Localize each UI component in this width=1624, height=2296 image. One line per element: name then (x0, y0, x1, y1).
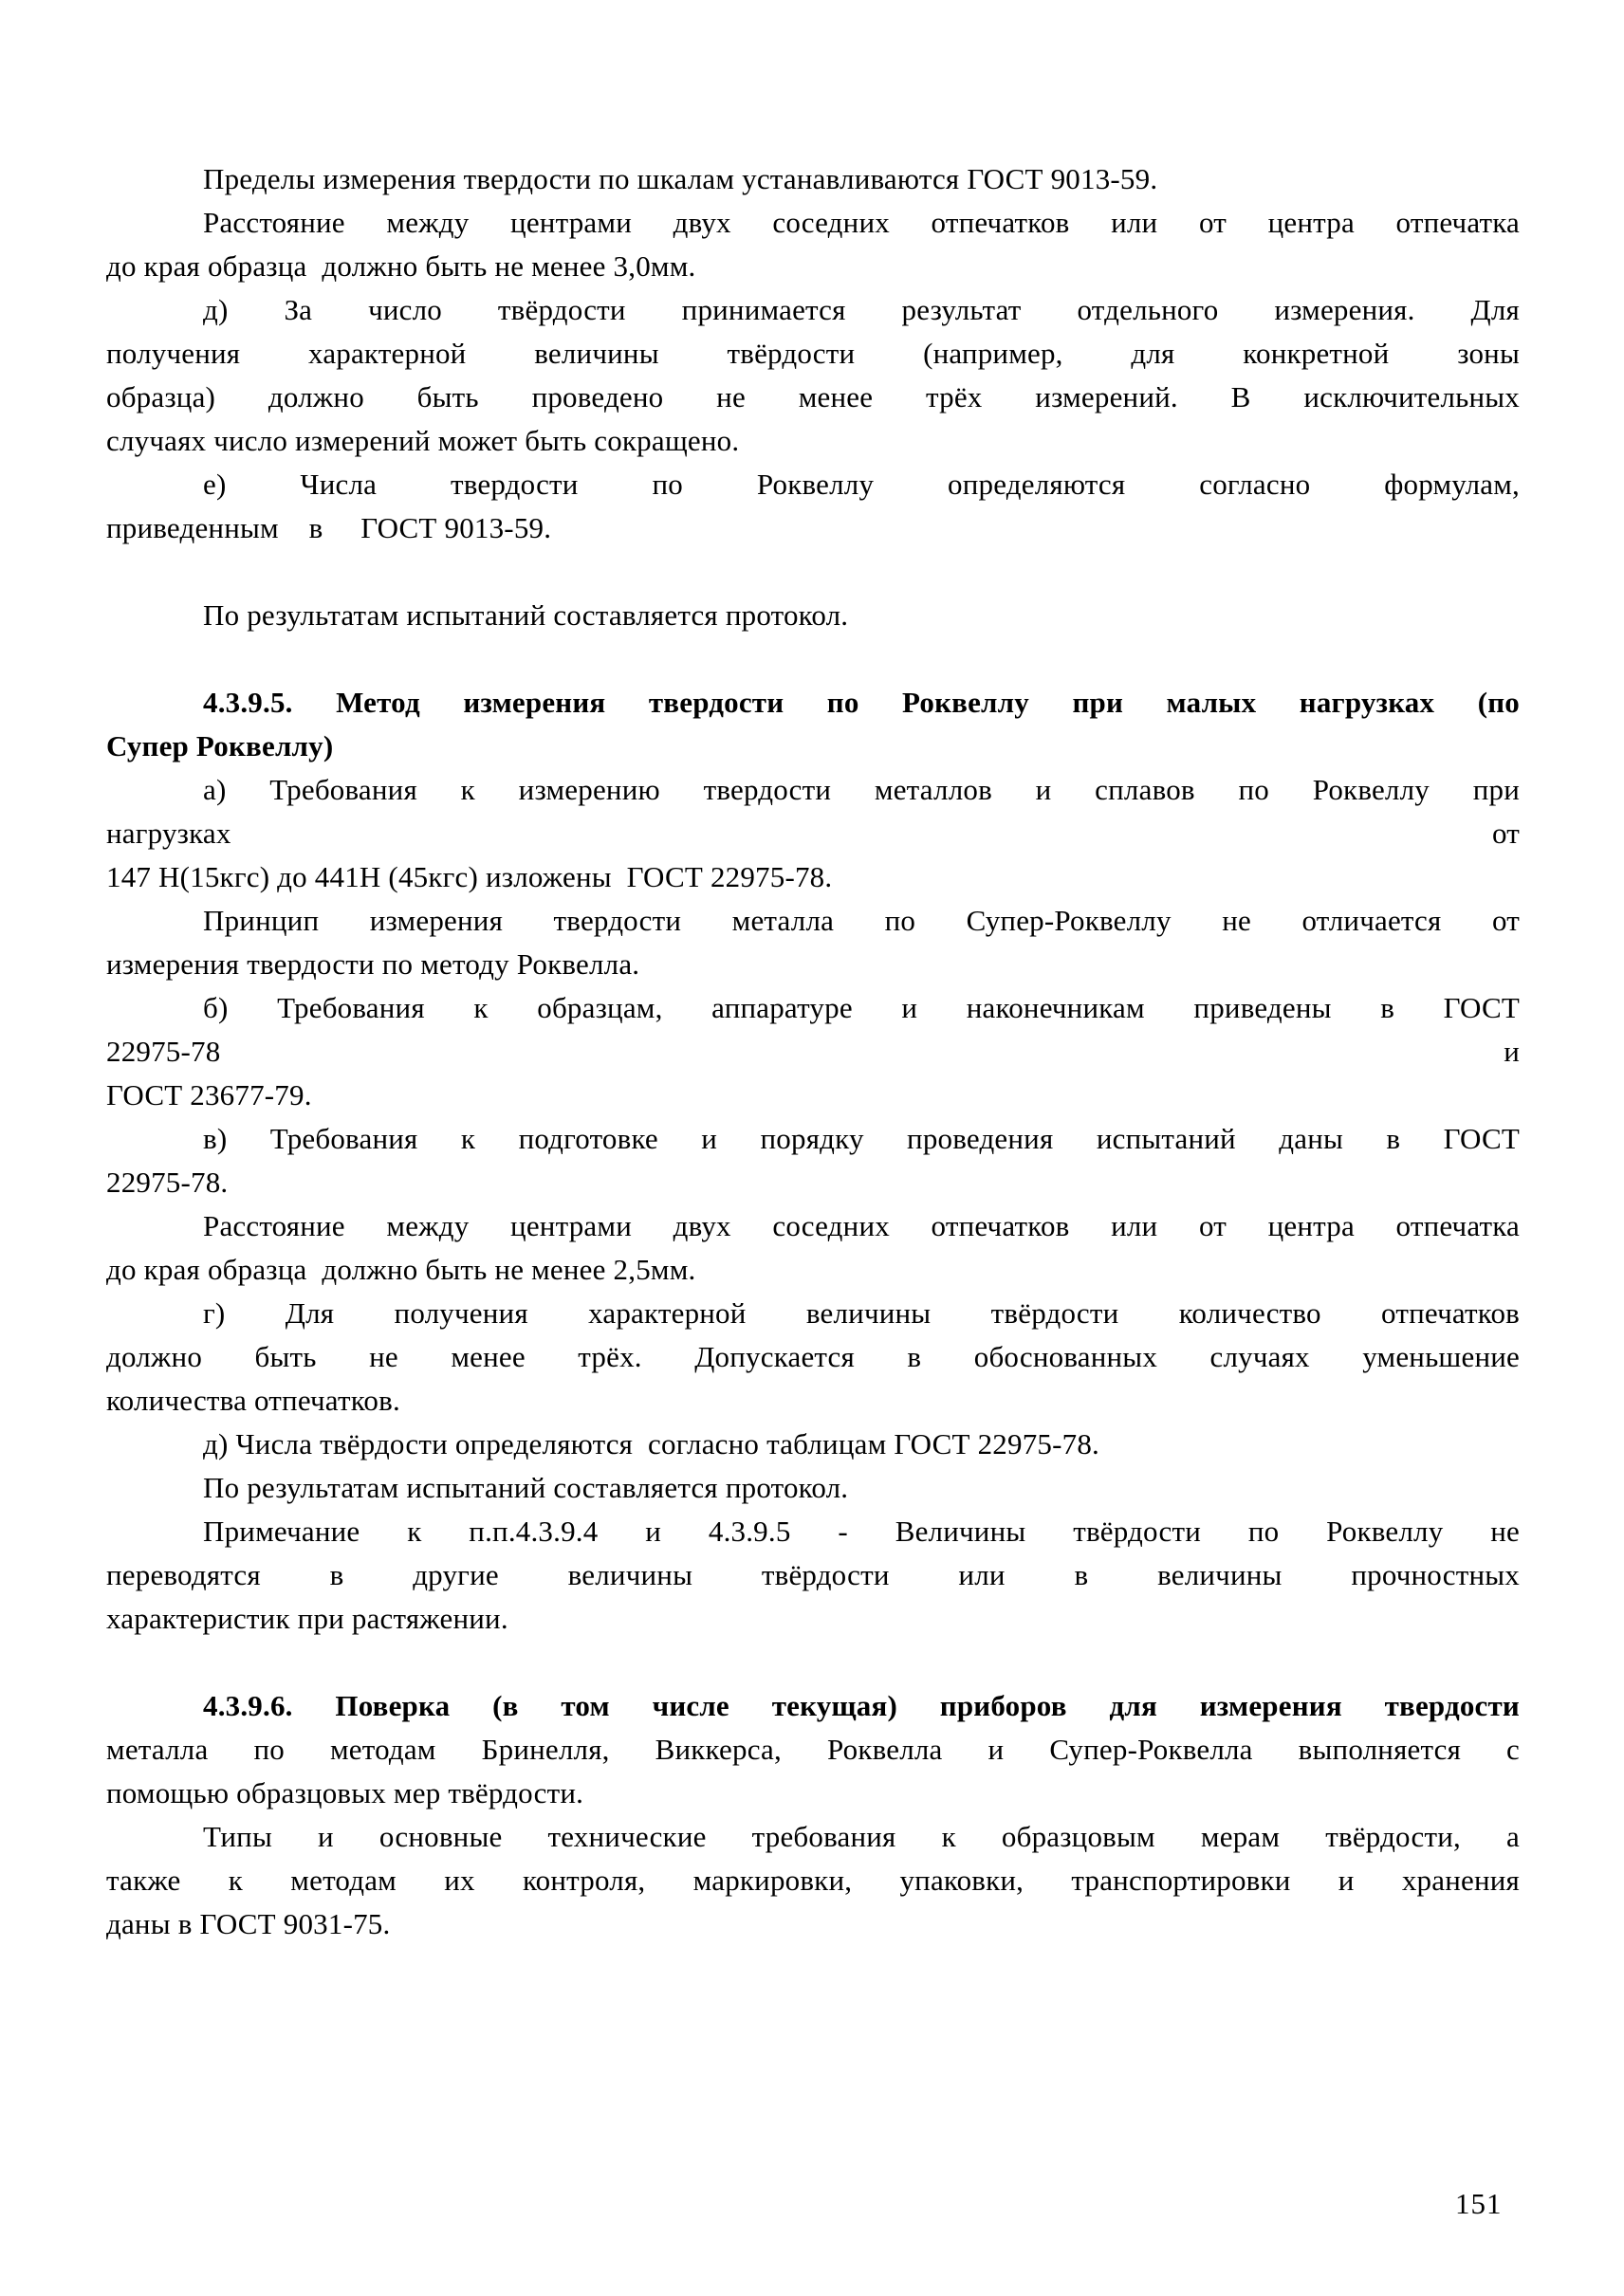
text-line: случаях число измерений может быть сокращено. (106, 424, 740, 457)
section-heading (106, 1684, 1520, 1815)
text-line: переводятся в другие величины твёрдости или в величины прочностных (106, 1558, 1520, 1591)
page-number: 151 (1455, 2187, 1503, 2220)
text-line: г) Для получения характерной величины твёрдости количество отпечатков (203, 1296, 1520, 1330)
paragraph (106, 594, 1520, 637)
paragraph (106, 1510, 1520, 1641)
text-line: 4.3.9.5. Метод измерения твердости по Роквеллу при малых нагрузках (по (203, 686, 1520, 719)
section-heading (106, 681, 1520, 768)
document-text (106, 157, 1520, 1946)
text-line: приведенным в ГОСТ 9013-59. (106, 511, 552, 544)
paragraph (106, 1204, 1520, 1292)
text-line: образца) должно быть проведено не менее трёх измерений. В исключительных (106, 380, 1520, 413)
text-line: Расстояние между центрами двух соседних отпечатков или от центра отпечатка (203, 1209, 1520, 1242)
paragraph (106, 157, 1520, 201)
text-line: Пределы измерения твердости по шкалам устанавливаются ГОСТ 9013-59. (203, 162, 1158, 195)
text-line: Принцип измерения твердости металла по Супер-Роквеллу не отличается от (203, 904, 1520, 937)
text-line: даны в ГОСТ 9031-75. (106, 1907, 391, 1940)
paragraph (106, 1292, 1520, 1423)
paragraph (106, 986, 1520, 1117)
text-line: 22975-78 и (106, 1035, 1520, 1068)
text-line: металла по методам Бринелля, Виккерса, Роквелла и Супер-Роквелла выполняется с (106, 1733, 1520, 1766)
text-line: По результатам испытаний составляется протокол. (203, 1471, 849, 1504)
text-line: Типы и основные технические требования к образцовым мерам твёрдости, а (203, 1820, 1520, 1853)
paragraph (106, 899, 1520, 986)
text-line: до края образца должно быть не менее 2,5мм. (106, 1253, 696, 1286)
text-line: Расстояние между центрами двух соседних отпечатков или от центра отпечатка (203, 206, 1520, 239)
text-line: в) Требования к подготовке и порядку проведения испытаний даны в ГОСТ (203, 1122, 1520, 1155)
text-line: б) Требования к образцам, аппаратуре и наконечникам приведены в ГОСТ (203, 991, 1520, 1024)
text-line: 4.3.9.6. Поверка (в том числе текущая) приборов для измерения твердости (203, 1689, 1520, 1722)
text-line: нагрузках от (106, 817, 1520, 850)
text-line: до края образца должно быть не менее 3,0мм. (106, 249, 696, 283)
paragraph (106, 768, 1520, 899)
text-line: помощью образцовых мер твёрдости. (106, 1776, 584, 1809)
paragraph (106, 1117, 1520, 1204)
text-line: получения характерной величины твёрдости (например, для конкретной зоны (106, 337, 1520, 370)
text-line: а) Требования к измерению твердости металлов и сплавов по Роквеллу при (203, 773, 1520, 806)
text-line: е) Числа твердости по Роквеллу определяются согласно формулам, (203, 468, 1520, 501)
text-line: количества отпечатков. (106, 1384, 400, 1417)
text-line: измерения твердости по методу Роквелла. (106, 947, 640, 981)
text-line: должно быть не менее трёх. Допускается в обоснованных случаях уменьшение (106, 1340, 1520, 1373)
paragraph (106, 1423, 1520, 1466)
text-line: Супер Роквеллу) (106, 729, 334, 762)
text-line: По результатам испытаний составляется протокол. (203, 598, 849, 632)
text-line: характеристик при растяжении. (106, 1602, 508, 1635)
paragraph (106, 288, 1520, 463)
text-line: д) Числа твёрдости определяются согласно таблицам ГОСТ 22975-78. (203, 1427, 1099, 1460)
text-line: ГОСТ 23677-79. (106, 1078, 312, 1111)
paragraph (106, 463, 1520, 550)
paragraph (106, 201, 1520, 288)
paragraph (106, 1815, 1520, 1946)
text-line: д) За число твёрдости принимается результат отдельного измерения. Для (203, 293, 1520, 326)
text-line: 22975-78. (106, 1166, 229, 1199)
text-line: также к методам их контроля, маркировки, упаковки, транспортировки и хранения (106, 1864, 1520, 1897)
paragraph (106, 1466, 1520, 1510)
text-line: Примечание к п.п.4.3.9.4 и 4.3.9.5 - Величины твёрдости по Роквеллу не (203, 1515, 1520, 1548)
text-line: 147 Н(15кгс) до 441Н (45кгс) изложены ГОСТ 22975-78. (106, 860, 833, 893)
